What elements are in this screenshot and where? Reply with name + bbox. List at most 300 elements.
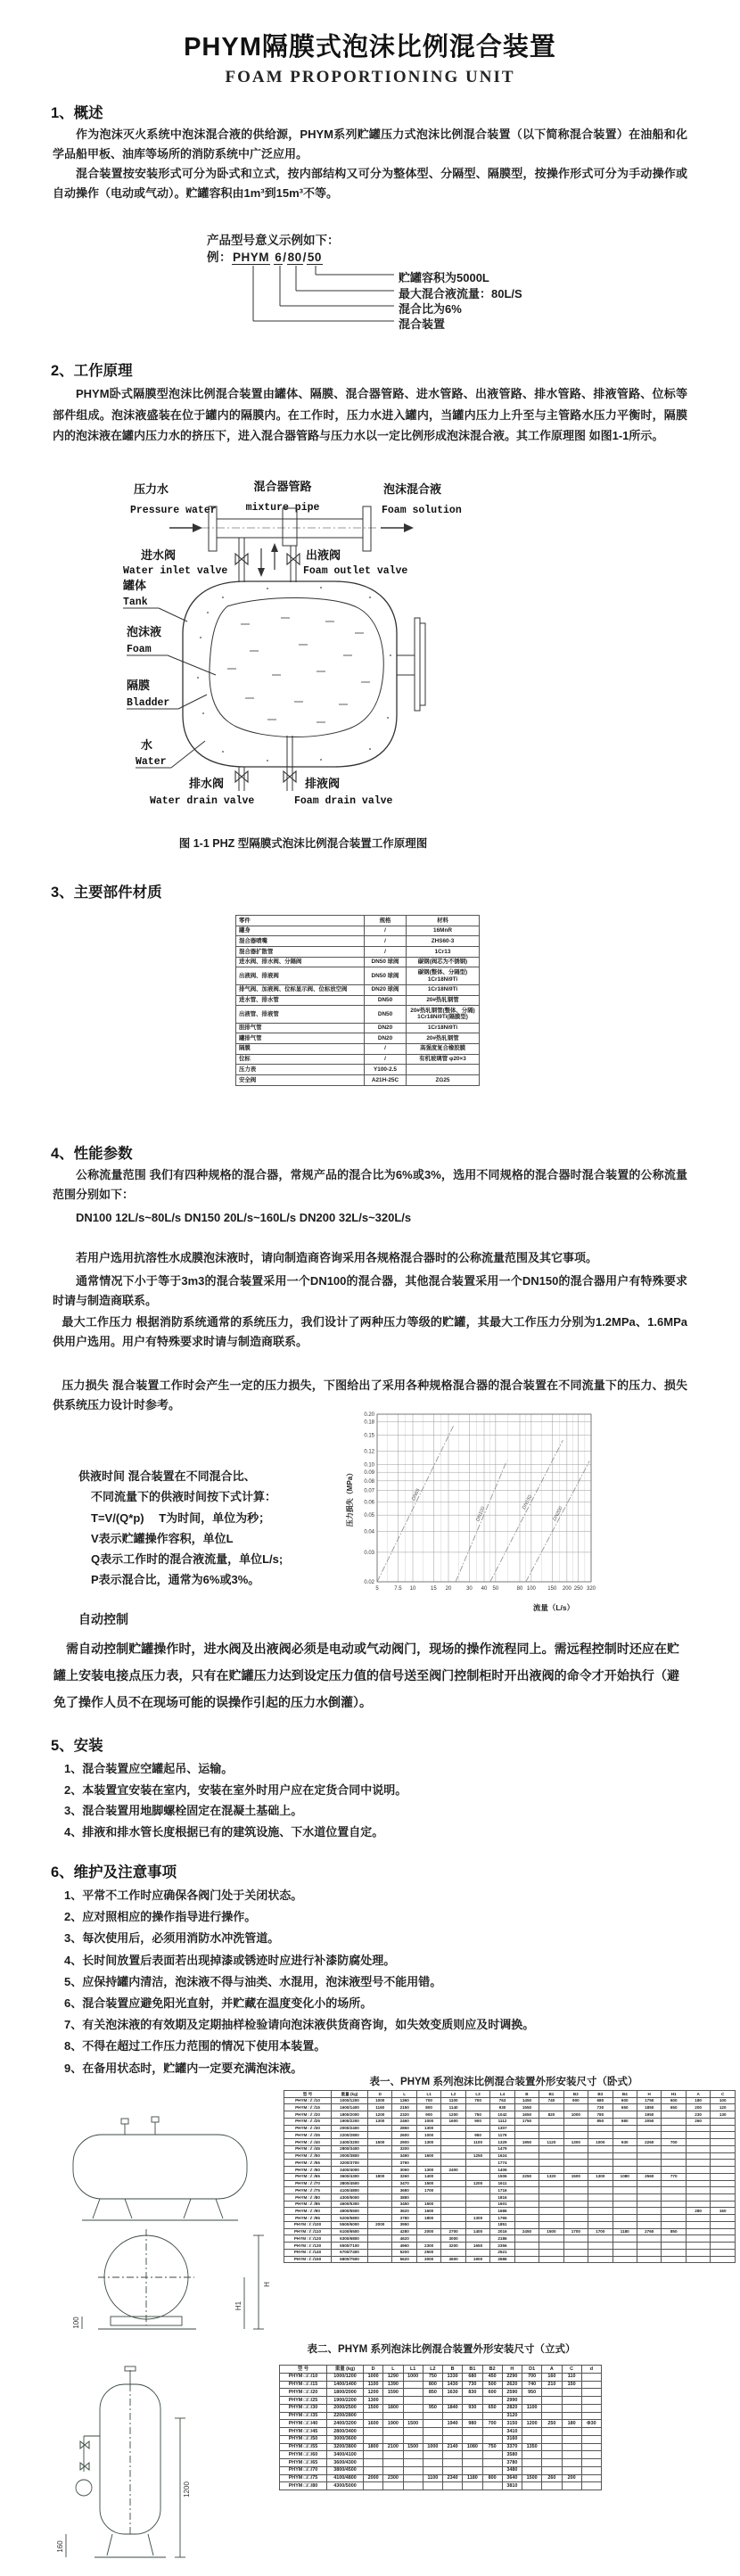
table-cell xyxy=(364,2435,383,2443)
table-cell: PHYM □/□/60 xyxy=(280,2451,327,2459)
section4-flow-specs: DN100 12L/s~80L/s DN150 20L/s~160L/s DN200 32L/s~320L/s xyxy=(76,1211,412,1224)
table-cell: 2300 xyxy=(383,2474,403,2482)
table-cell xyxy=(423,2466,442,2474)
vertical-tank-drawing xyxy=(45,2365,267,2576)
table-cell xyxy=(711,2173,736,2180)
table-row xyxy=(284,2228,736,2235)
table-cell xyxy=(368,2243,392,2250)
table-row xyxy=(284,2104,736,2111)
table-cell: 2356 xyxy=(490,2243,514,2250)
table-row xyxy=(280,2381,602,2389)
table-cell xyxy=(441,2215,465,2222)
table-cell: 3000 xyxy=(441,2235,465,2243)
table-cell: PHYM □/□/150 xyxy=(284,2256,332,2263)
table-cell: 450 xyxy=(482,2373,502,2381)
table-cell: PHYM □/□/140 xyxy=(284,2249,332,2256)
table-cell: 2590 xyxy=(502,2389,522,2397)
label-water-inlet-cn: 进水阀 xyxy=(141,548,177,562)
section2-heading: 2、工作原理 xyxy=(51,363,133,379)
column-header: 重量 (kg) xyxy=(332,2091,368,2098)
table-row xyxy=(280,2474,602,2482)
table-cell: 1100 xyxy=(465,2139,489,2146)
table-cell: 250 xyxy=(542,2420,562,2428)
dim-h1-label: H1 xyxy=(234,2300,243,2311)
table-cell: 850 xyxy=(588,2118,613,2125)
x-tick-label: 80 xyxy=(516,1586,523,1592)
table-cell xyxy=(423,2482,442,2490)
table-cell: DN50 球阀 xyxy=(365,957,407,967)
list-item: 1、平常不工作时应确保各阀门处于关闭状态。 xyxy=(64,1889,303,1902)
table-cell xyxy=(514,2167,539,2174)
table-row xyxy=(284,2160,736,2167)
table-cell: 1700 xyxy=(588,2228,613,2235)
table-cell: 出液阀、排液阀 xyxy=(236,967,365,984)
table-cell xyxy=(441,2187,465,2194)
table-cell xyxy=(662,2180,686,2187)
x-tick-label: 100 xyxy=(526,1586,536,1592)
table-cell xyxy=(588,2160,613,2167)
table-cell: 1630 xyxy=(443,2389,463,2397)
column-header: L xyxy=(383,2366,403,2374)
table-cell: 胆排气管 xyxy=(236,1023,365,1033)
table-cell xyxy=(441,2125,465,2132)
table-row xyxy=(284,2167,736,2174)
table-cell: 1080 xyxy=(463,2443,482,2451)
table-cell: 1390 xyxy=(383,2381,403,2389)
table-cell: 排气阀、加液阀、位标显示阀、位标放空阀 xyxy=(236,984,365,995)
y-tick-label: 0.20 xyxy=(364,1412,374,1418)
table-cell: 2300 xyxy=(416,2243,440,2250)
table-cell xyxy=(563,2152,588,2160)
table-cell: 1851 xyxy=(490,2221,514,2228)
table-cell: 2000 xyxy=(368,2221,392,2228)
table-cell: 930 xyxy=(613,2139,637,2146)
table-cell: 2000 xyxy=(364,2474,383,2482)
table-cell xyxy=(465,2235,489,2243)
model-code-ratio: 6 xyxy=(275,251,283,264)
table-cell: 160 xyxy=(711,2208,736,2215)
table-cell: 780 xyxy=(588,2111,613,2119)
table-cell xyxy=(711,2201,736,2208)
y-tick-label: 0.06 xyxy=(364,1500,374,1506)
table-cell: 1900 xyxy=(465,2256,489,2263)
table-cell xyxy=(637,2194,661,2202)
table-cell: 730 xyxy=(588,2104,613,2111)
label-tank-cn: 罐体 xyxy=(123,579,147,592)
table-cell xyxy=(588,2145,613,2152)
table-cell xyxy=(562,2443,581,2451)
model-callout-lines xyxy=(207,264,399,342)
label-pressure-water-cn: 压力水 xyxy=(134,482,169,496)
list-item: 3、每次使用后，必须用消防水冲洗管道。 xyxy=(64,1931,280,1946)
bladder-outline xyxy=(210,597,383,737)
list-item: P表示混合比，通常为6%或3%。 xyxy=(91,1573,260,1587)
table-row xyxy=(236,957,480,967)
label-tank-en: Tank xyxy=(123,597,148,608)
table-cell: 1100 xyxy=(423,2474,442,2482)
table-cell: 1816 xyxy=(490,2194,514,2202)
table-cell xyxy=(581,2389,601,2397)
table-cell xyxy=(563,2167,588,2174)
table-cell: 3410 xyxy=(502,2428,522,2436)
table-cell xyxy=(637,2208,661,2215)
table-cell: 800 xyxy=(423,2381,442,2389)
table-cell xyxy=(542,2404,562,2412)
table-cell xyxy=(613,2256,637,2263)
model-example-code xyxy=(207,247,323,265)
water-dots xyxy=(197,587,391,761)
table-cell xyxy=(711,2132,736,2139)
table-cell: 2200/2800 xyxy=(332,2132,368,2139)
table-cell: 1601 xyxy=(490,2201,514,2208)
table-cell: PHYM □/□/75 xyxy=(284,2187,332,2194)
table-cell xyxy=(441,2139,465,2146)
table-cell: 1700 xyxy=(416,2187,440,2194)
supply-time-block xyxy=(78,1466,346,1591)
x-tick-label: 30 xyxy=(466,1586,473,1592)
table-cell xyxy=(588,2180,613,2187)
table-cell: PHYM □/□/30 xyxy=(280,2404,327,2412)
table-cell xyxy=(637,2221,661,2228)
table-cell: 2400 xyxy=(441,2167,465,2174)
table-cell: 180 xyxy=(562,2420,581,2428)
y-tick-label: 0.09 xyxy=(364,1470,374,1477)
table-cell xyxy=(711,2167,736,2174)
horizontal-tank-drawing xyxy=(46,2115,280,2340)
table-cell xyxy=(662,2160,686,2167)
table-cell xyxy=(588,2208,613,2215)
x-tick-label: 7.5 xyxy=(394,1586,402,1592)
table-cell xyxy=(588,2194,613,2202)
table-row xyxy=(284,2139,736,2146)
table-cell xyxy=(563,2132,588,2139)
section1-paragraph1: 作为泡沫灭火系统中泡沫混合液的供给源，PHYM系列贮罐压力式泡沫比例混合装置（以下简称混合装置）在油船和化学品船甲板、油库等场所的消防系统中广泛应用。 xyxy=(53,128,687,160)
table-cell xyxy=(711,2139,736,2146)
table-cell: 2620 xyxy=(502,2381,522,2389)
table-cell xyxy=(581,2428,601,2436)
table-cell xyxy=(383,2435,403,2443)
table-cell: 4600/5300 xyxy=(332,2201,368,2208)
table-cell: PHYM □/□/120 xyxy=(284,2235,332,2243)
header-row xyxy=(236,916,480,926)
table-cell: 680 xyxy=(588,2097,613,2104)
series-line-DN65 xyxy=(377,1426,454,1582)
label-water-drain-en: Water drain valve xyxy=(150,795,255,807)
table-row xyxy=(280,2443,602,2451)
table-row xyxy=(280,2451,602,2459)
table-row xyxy=(284,2173,736,2180)
table-cell: 1000/1200 xyxy=(332,2097,368,2104)
table-cell xyxy=(562,2404,581,2412)
table-cell: 930 xyxy=(490,2104,514,2111)
table-cell xyxy=(588,2249,613,2256)
table-cell: 3470 xyxy=(392,2180,416,2187)
table-cell: 2150 xyxy=(392,2104,416,2111)
table-cell: 600 xyxy=(482,2389,502,2397)
table-cell xyxy=(514,2145,539,2152)
table-cell xyxy=(482,2412,502,2420)
table-cell xyxy=(563,2125,588,2132)
table-cell: 5200/5800 xyxy=(332,2215,368,2222)
table-cell xyxy=(562,2389,581,2397)
table-cell: 1650 xyxy=(465,2243,489,2250)
table-cell: 隔膜 xyxy=(236,1043,365,1054)
table-cell xyxy=(539,2160,563,2167)
table-cell xyxy=(637,2152,661,2160)
table-cell: 1000 xyxy=(423,2443,442,2451)
table-row xyxy=(284,2111,736,2119)
label-water-cn: 水 xyxy=(141,738,153,752)
table-cell: 1350 xyxy=(522,2443,542,2451)
list-item: T=V/(Q*p) T为时间，单位为秒； xyxy=(91,1510,271,1525)
table-cell: PHYM □/□/45 xyxy=(280,2428,327,2436)
table-row xyxy=(284,2145,736,2152)
table-cell: 1080 xyxy=(613,2173,637,2180)
table-cell xyxy=(711,2256,736,2263)
table-cell xyxy=(686,2125,710,2132)
table-cell xyxy=(686,2139,710,2146)
table-cell: 1500 xyxy=(416,2180,440,2187)
table-cell: 750 xyxy=(482,2443,502,2451)
table-cell xyxy=(711,2187,736,2194)
table-cell xyxy=(613,2160,637,2167)
table-cell: 1600/1400 xyxy=(332,2104,368,2111)
series-label: DN150 xyxy=(521,1494,534,1511)
table-cell xyxy=(588,2167,613,2174)
table-row xyxy=(280,2412,602,2420)
y-tick-label: 0.03 xyxy=(364,1550,374,1556)
table-cell xyxy=(562,2435,581,2443)
table-cell: 3200/3800 xyxy=(327,2443,364,2451)
table-cell: 1940 xyxy=(443,2420,463,2428)
table-cell xyxy=(539,2132,563,2139)
model-code-flow: 80 xyxy=(287,251,302,264)
table-cell xyxy=(662,2132,686,2139)
table-cell xyxy=(539,2215,563,2222)
label-pressure-water-en: Pressure water xyxy=(130,505,217,516)
table-cell: 1100 xyxy=(441,2097,465,2104)
table-cell xyxy=(514,2160,539,2167)
table-cell: 2400/3200 xyxy=(327,2420,364,2428)
table-cell xyxy=(368,2160,392,2167)
table-cell xyxy=(465,2145,489,2152)
table-cell: PHYM □/□/55 xyxy=(284,2160,332,2167)
table-cell: PHYM □/□/80 xyxy=(284,2194,332,2202)
list-item: 供液时间 混合装置在不同混合比、 xyxy=(78,1469,256,1483)
table-cell: 3490 xyxy=(392,2152,416,2160)
list-item: 3、混合装置用地脚螺栓固定在混凝土基础上。 xyxy=(64,1804,303,1817)
y-tick-label: 0.08 xyxy=(364,1478,374,1485)
table-cell xyxy=(539,2167,563,2174)
table-cell: 1800 xyxy=(416,2215,440,2222)
table-cell: 2500 xyxy=(416,2249,440,2256)
table-row xyxy=(284,2180,736,2187)
table-cell xyxy=(441,2180,465,2187)
table-cell: 罐排气管 xyxy=(236,1033,365,1044)
table-cell: 1900/2200 xyxy=(327,2397,364,2405)
table-cell xyxy=(368,2125,392,2132)
table-cell xyxy=(542,2412,562,2420)
table-cell xyxy=(514,2215,539,2222)
x-tick-label: 250 xyxy=(573,1586,583,1592)
install-list xyxy=(64,1758,688,1842)
table-cell xyxy=(416,2160,440,2167)
table-cell: 6100/6500 xyxy=(332,2228,368,2235)
table-cell: DN50 xyxy=(365,995,407,1006)
table-cell: 1000 xyxy=(416,2132,440,2139)
table-cell xyxy=(463,2428,482,2436)
table-cell: 4280 xyxy=(392,2228,416,2235)
table-cell: Y100-2.5 xyxy=(365,1065,407,1075)
column-header: 材料 xyxy=(407,916,480,926)
table-cell: 600 xyxy=(662,2097,686,2104)
label-mixture-pipe-cn: 混合器管路 xyxy=(253,480,312,493)
table-cell xyxy=(613,2187,637,2194)
table-row xyxy=(236,936,480,947)
column-header: 重量 (kg) xyxy=(327,2366,364,2374)
x-tick-label: 20 xyxy=(445,1586,452,1592)
list-item: 5、应保持罐内清洁，泡沫液不得与油类、水混用，泡沫液型号不能用错。 xyxy=(64,1974,442,1988)
label-water-inlet-en: Water inlet valve xyxy=(123,565,228,577)
table-cell xyxy=(686,2215,710,2222)
table-row xyxy=(236,967,480,984)
table-cell: 2000/2500 xyxy=(327,2404,364,2412)
table-cell: 3120 xyxy=(502,2412,522,2420)
column-header: 型 号 xyxy=(280,2366,327,2374)
table-cell xyxy=(465,2187,489,2194)
table-cell xyxy=(588,2221,613,2228)
section6-heading: 6、维护及注意事项 xyxy=(51,1864,177,1881)
column-header: A xyxy=(542,2366,562,2374)
table-cell xyxy=(368,2180,392,2187)
table-cell: 6500/7100 xyxy=(332,2243,368,2250)
column-header: 型 号 xyxy=(284,2091,332,2098)
table-cell: 3400/4100 xyxy=(327,2451,364,2459)
table-cell: 1120 xyxy=(539,2139,563,2146)
table-cell: 3600 xyxy=(441,2256,465,2263)
table-cell xyxy=(539,2243,563,2250)
table-row xyxy=(236,984,480,995)
table-row xyxy=(236,1043,480,1054)
table-cell: 1590 xyxy=(383,2389,403,2397)
table-cell xyxy=(613,2201,637,2208)
table-cell: 3780 xyxy=(392,2215,416,2222)
table-cell xyxy=(514,2201,539,2208)
table-cell xyxy=(563,2187,588,2194)
flow-arrow-left xyxy=(193,523,202,532)
table-cell xyxy=(423,2412,442,2420)
table-cell xyxy=(539,2152,563,2160)
table-cell: 1000 xyxy=(403,2373,423,2381)
y-tick-label: 0.07 xyxy=(364,1488,374,1494)
table-cell xyxy=(403,2482,423,2490)
table-cell xyxy=(563,2243,588,2250)
table-cell: 2000/2400 xyxy=(332,2125,368,2132)
table-cell xyxy=(482,2482,502,2490)
figure-1-1-caption: 图 1-1 PHZ 型隔膜式泡沫比例混合装置工作原理图 xyxy=(178,837,428,850)
table-cell xyxy=(465,2194,489,2202)
table-cell xyxy=(383,2466,403,2474)
table-cell xyxy=(368,2256,392,2263)
table-cell xyxy=(368,2132,392,2139)
table-cell xyxy=(662,2249,686,2256)
table-cell: 900 xyxy=(465,2118,489,2125)
foam-drain-valve-symbol xyxy=(284,771,296,782)
table-cell: 20#热轧钢管 xyxy=(407,1033,480,1044)
table-cell xyxy=(581,2451,601,2459)
x-tick-label: 5 xyxy=(375,1586,379,1592)
table-cell: 混合器扩散管 xyxy=(236,947,365,958)
table-cell: 1160 xyxy=(368,2104,392,2111)
table-cell: 200 xyxy=(562,2474,581,2482)
column-header: B xyxy=(514,2091,539,2098)
table-cell: PHYM □/□/65 xyxy=(284,2173,332,2180)
x-axis-label: 流量（L/s） xyxy=(532,1603,575,1612)
table-cell: 700 xyxy=(482,2420,502,2428)
table-cell xyxy=(542,2466,562,2474)
table-row xyxy=(284,2243,736,2250)
right-pipe-flange xyxy=(363,506,371,551)
table-cell xyxy=(613,2243,637,2250)
table-cell xyxy=(711,2118,736,2125)
table-cell: 200 xyxy=(686,2104,710,2111)
table-cell xyxy=(522,2428,542,2436)
table-cell xyxy=(662,2215,686,2222)
table-cell xyxy=(613,2145,637,2152)
table-cell: 750 xyxy=(465,2111,489,2119)
table-cell: 1180 xyxy=(463,2474,482,2482)
section4-heading: 4、性能参数 xyxy=(51,1146,133,1162)
table-cell: PHYM □/□/45 xyxy=(284,2145,332,2152)
table-cell: 1900/2200 xyxy=(332,2118,368,2125)
table-cell: 600 xyxy=(613,2097,637,2104)
table-cell: 1300 xyxy=(416,2167,440,2174)
table-cell xyxy=(588,2235,613,2243)
maintenance-list xyxy=(64,1885,688,2079)
table-cell xyxy=(514,2180,539,2187)
table-cell xyxy=(563,2160,588,2167)
table-cell: 2320 xyxy=(392,2111,416,2119)
table-cell: 1500 xyxy=(403,2443,423,2451)
section4-paragraph5: 最大工作压力 根据消防系统通常的系统压力，我们设计了两种压力等级的贮罐，其最大工作压力分别为1.2MPa、1.6MPa供用户选用。用户有特殊要求时请与制造商联系。 xyxy=(53,1315,687,1348)
table-cell xyxy=(613,2221,637,2228)
table1-caption: 表一、PHYM 系列泡沫比例混合装置外形安装尺寸（卧式） xyxy=(369,2077,638,2087)
table-cell: 2700 xyxy=(441,2228,465,2235)
table-cell: 3800/4500 xyxy=(327,2466,364,2474)
horizontal-tank-body xyxy=(73,2135,247,2199)
table-cell: 2260 xyxy=(637,2139,661,2146)
table-cell: 1112 xyxy=(490,2118,514,2125)
table-cell: 1800 xyxy=(364,2443,383,2451)
section1-paragraph2: 混合装置按安装形式可分为卧式和立式，按内部结构又可分为整体型、分隔型、隔膜型，按操作形式可分为手动操作或自动操作（电动或气动）。贮罐容积由1m³到15m³不等。 xyxy=(53,167,687,200)
table-cell: PHYM □/□/90 xyxy=(284,2208,332,2215)
table-cell xyxy=(662,2221,686,2228)
table-cell xyxy=(711,2221,736,2228)
table-cell xyxy=(539,2125,563,2132)
column-header: D xyxy=(364,2366,383,2374)
table-cell xyxy=(539,2208,563,2215)
label-foam-cn: 泡沫液 xyxy=(127,625,162,638)
table-cell: 1750 xyxy=(514,2118,539,2125)
table-cell xyxy=(539,2180,563,2187)
header-row xyxy=(284,2091,736,2098)
table-cell: 740 xyxy=(539,2097,563,2104)
table-row xyxy=(284,2125,736,2132)
table-cell xyxy=(383,2397,403,2405)
table-cell xyxy=(686,2256,710,2263)
table-cell xyxy=(539,2104,563,2111)
dimensions-table-horizontal xyxy=(284,2090,736,2263)
